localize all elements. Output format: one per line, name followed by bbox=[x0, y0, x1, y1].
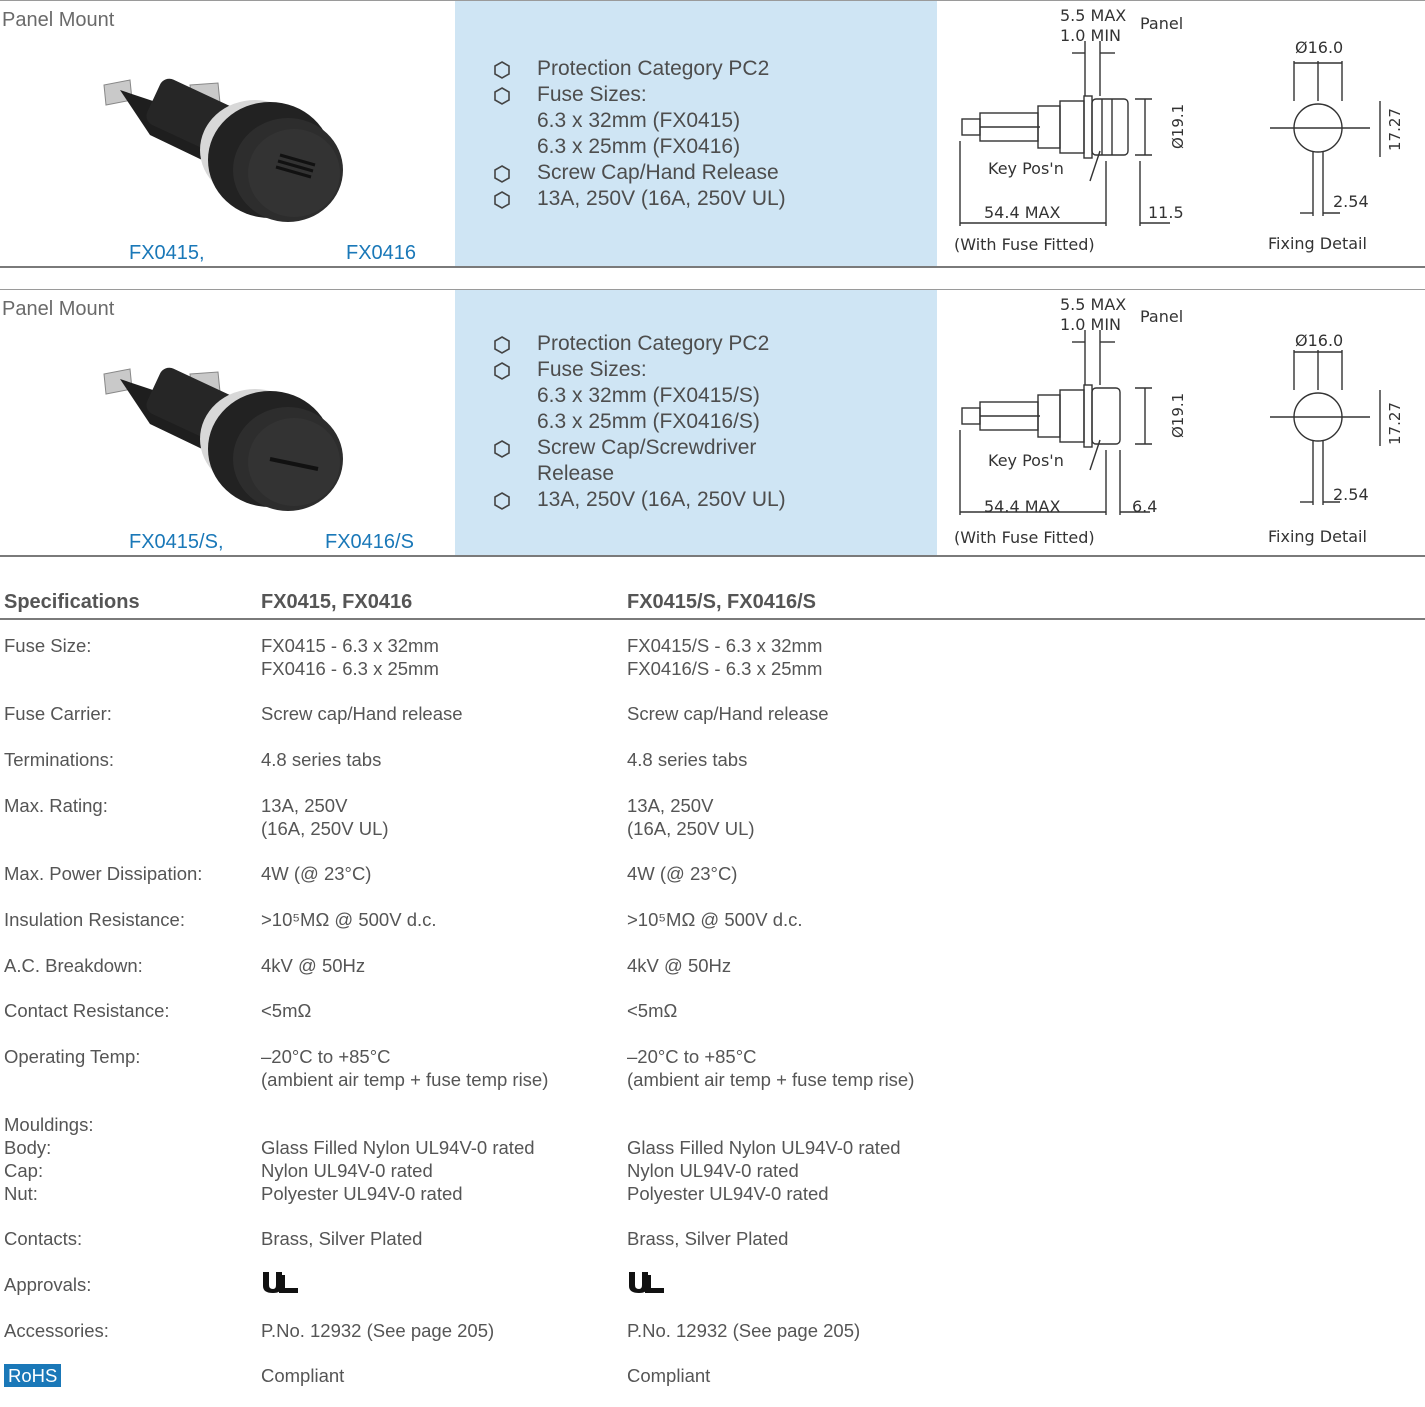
hexagon-bullet-icon bbox=[493, 87, 511, 105]
drawing-label: 1.0 MIN bbox=[1060, 315, 1122, 334]
drawing-label: 1.0 MIN bbox=[1060, 26, 1122, 45]
drawing-label: Key Pos'n bbox=[988, 159, 1064, 178]
spec-header-row bbox=[0, 588, 1425, 620]
spec-value: Compliant bbox=[261, 1365, 345, 1386]
feature-text: 13A, 250V (16A, 250V UL) bbox=[537, 488, 786, 511]
dimension-drawing bbox=[940, 1, 1425, 266]
feature-text: Screw Cap/Screwdriver bbox=[537, 436, 757, 459]
spec-value: 4.8 series tabs bbox=[261, 749, 382, 770]
spec-label: Fuse Size: bbox=[4, 635, 92, 656]
spec-header: FX0415/S, FX0416/S bbox=[627, 591, 817, 613]
spec-value: >10⁵MΩ @ 500V d.c. bbox=[627, 909, 803, 930]
spec-label: Accessories: bbox=[4, 1320, 109, 1341]
feature-item bbox=[493, 435, 786, 487]
spec-value: Brass, Silver Plated bbox=[261, 1228, 423, 1249]
drawing-label: (With Fuse Fitted) bbox=[954, 235, 1095, 254]
drawing-label: 17.27 bbox=[1386, 402, 1404, 445]
feature-text: Protection Category PC2 bbox=[537, 332, 770, 355]
spec-value: FX0415/S - 6.3 x 32mm FX0416/S - 6.3 x 25mm bbox=[627, 635, 823, 679]
feature-subtext: Release bbox=[537, 462, 615, 485]
spec-value: Brass, Silver Plated bbox=[627, 1228, 789, 1249]
spec-value: Glass Filled Nylon UL94V-0 rated Nylon UL94V-0 rated Polyester UL94V-0 rated bbox=[261, 1137, 535, 1204]
feature-text: Fuse Sizes: bbox=[537, 83, 647, 106]
feature-item bbox=[493, 82, 786, 160]
drawing-label: 17.27 bbox=[1386, 108, 1404, 151]
spec-label bbox=[4, 1364, 61, 1387]
drawing-label: (With Fuse Fitted) bbox=[954, 528, 1095, 547]
spec-value: 13A, 250V (16A, 250V UL) bbox=[627, 795, 755, 839]
drawing-label: 11.5 bbox=[1148, 203, 1184, 222]
dimension-drawing bbox=[940, 290, 1425, 555]
drawing-label: Fixing Detail bbox=[1268, 234, 1367, 253]
hexagon-bullet-icon bbox=[493, 440, 511, 458]
drawing-label: Ø19.1 bbox=[1169, 103, 1187, 149]
product-code: FX0416 bbox=[346, 242, 417, 264]
feature-subtext: 6.3 x 25mm (FX0416/S) bbox=[537, 410, 760, 433]
drawing-label: Panel bbox=[1140, 14, 1184, 33]
divider bbox=[0, 555, 1425, 557]
spec-label: Operating Temp: bbox=[4, 1046, 141, 1067]
feature-text: Screw Cap/Hand Release bbox=[537, 161, 779, 184]
feature-subtext: 6.3 x 25mm (FX0416) bbox=[537, 135, 741, 158]
product-code: FX0415, bbox=[129, 242, 205, 264]
spec-value: –20°C to +85°C (ambient air temp + fuse temp rise) bbox=[261, 1046, 549, 1090]
spec-value: –20°C to +85°C (ambient air temp + fuse temp rise) bbox=[627, 1046, 915, 1090]
hexagon-bullet-icon bbox=[493, 492, 511, 510]
spec-header: Specifications bbox=[4, 591, 140, 613]
product-code: FX0415/S, bbox=[129, 531, 224, 553]
hexagon-bullet-icon bbox=[493, 61, 511, 79]
category-label: Panel Mount bbox=[2, 9, 115, 31]
spec-header: FX0415, FX0416 bbox=[261, 591, 413, 613]
feature-item bbox=[493, 357, 786, 435]
ul-recognized-icon bbox=[627, 1269, 667, 1295]
drawing-label: 6.4 bbox=[1132, 497, 1158, 516]
feature-panel bbox=[455, 290, 937, 555]
feature-item bbox=[493, 160, 786, 186]
drawing-label: Fixing Detail bbox=[1268, 527, 1367, 546]
spec-value: FX0415 - 6.3 x 32mm FX0416 - 6.3 x 25mm bbox=[261, 635, 439, 679]
hexagon-bullet-icon bbox=[493, 191, 511, 209]
feature-list bbox=[493, 331, 786, 513]
spec-value: Glass Filled Nylon UL94V-0 rated Nylon UL94V-0 rated Polyester UL94V-0 rated bbox=[627, 1137, 901, 1204]
drawing-label: 5.5 MAX bbox=[1060, 6, 1127, 25]
product-block-fx0415 bbox=[0, 0, 1425, 268]
hexagon-bullet-icon bbox=[493, 165, 511, 183]
hexagon-bullet-icon bbox=[493, 336, 511, 354]
drawing-label: 54.4 MAX bbox=[984, 497, 1061, 516]
spec-value: >10⁵MΩ @ 500V d.c. bbox=[261, 909, 437, 930]
feature-text: Fuse Sizes: bbox=[537, 358, 647, 381]
feature-item bbox=[493, 56, 786, 82]
spec-label: Fuse Carrier: bbox=[4, 703, 112, 724]
spec-label: Mouldings: Body: Cap: Nut: bbox=[4, 1114, 94, 1204]
ul-recognized-icon bbox=[261, 1269, 301, 1295]
spec-label: Max. Power Dissipation: bbox=[4, 863, 203, 884]
feature-item bbox=[493, 331, 786, 357]
drawing-label: Ø16.0 bbox=[1295, 331, 1344, 350]
spec-value: 13A, 250V (16A, 250V UL) bbox=[261, 795, 389, 839]
specifications-table bbox=[0, 588, 1425, 1386]
drawing-label: 2.54 bbox=[1333, 485, 1369, 504]
spec-label: Terminations: bbox=[4, 749, 115, 770]
drawing-label: Ø16.0 bbox=[1295, 38, 1344, 57]
product-code: FX0416/S bbox=[325, 531, 414, 553]
feature-list bbox=[493, 56, 786, 212]
spec-value: P.No. 12932 (See page 205) bbox=[261, 1320, 495, 1341]
feature-item bbox=[493, 487, 786, 513]
category-label: Panel Mount bbox=[2, 298, 115, 320]
spec-value: Compliant bbox=[627, 1365, 711, 1386]
feature-panel bbox=[455, 1, 937, 266]
drawing-label: Ø19.1 bbox=[1169, 392, 1187, 438]
spec-value: Screw cap/Hand release bbox=[261, 703, 463, 724]
feature-subtext: 6.3 x 32mm (FX0415/S) bbox=[537, 384, 760, 407]
spec-value: P.No. 12932 (See page 205) bbox=[627, 1320, 861, 1341]
spec-label: A.C. Breakdown: bbox=[4, 955, 143, 976]
spec-label: Insulation Resistance: bbox=[4, 909, 185, 930]
spec-label: Approvals: bbox=[4, 1274, 92, 1295]
spec-value bbox=[627, 1269, 667, 1300]
spec-label: Contact Resistance: bbox=[4, 1000, 170, 1021]
feature-subtext: 6.3 x 32mm (FX0415) bbox=[537, 109, 741, 132]
drawing-label: 2.54 bbox=[1333, 192, 1369, 211]
spec-label: Contacts: bbox=[4, 1228, 83, 1249]
drawing-label: 5.5 MAX bbox=[1060, 295, 1127, 314]
fuse-holder-photo bbox=[90, 334, 380, 519]
fuse-holder-photo bbox=[90, 45, 380, 230]
drawing-label: Key Pos'n bbox=[988, 451, 1064, 470]
spec-value: Screw cap/Hand release bbox=[627, 703, 829, 724]
feature-text: Protection Category PC2 bbox=[537, 57, 770, 80]
product-block-fx0415s bbox=[0, 289, 1425, 557]
spec-value: 4W (@ 23°C) bbox=[261, 863, 372, 884]
spec-value: 4W (@ 23°C) bbox=[627, 863, 738, 884]
spec-value: 4.8 series tabs bbox=[627, 749, 748, 770]
spec-value: <5mΩ bbox=[627, 1000, 678, 1021]
rohs-badge: RoHS bbox=[4, 1364, 61, 1387]
spec-value: 4kV @ 50Hz bbox=[261, 955, 366, 976]
hexagon-bullet-icon bbox=[493, 362, 511, 380]
spec-value bbox=[261, 1269, 301, 1300]
drawing-label: 54.4 MAX bbox=[984, 203, 1061, 222]
feature-text: 13A, 250V (16A, 250V UL) bbox=[537, 187, 786, 210]
divider bbox=[0, 266, 1425, 268]
spec-value: 4kV @ 50Hz bbox=[627, 955, 732, 976]
spec-label: Max. Rating: bbox=[4, 795, 108, 816]
feature-item bbox=[493, 186, 786, 212]
spec-value: <5mΩ bbox=[261, 1000, 312, 1021]
drawing-label: Panel bbox=[1140, 307, 1184, 326]
